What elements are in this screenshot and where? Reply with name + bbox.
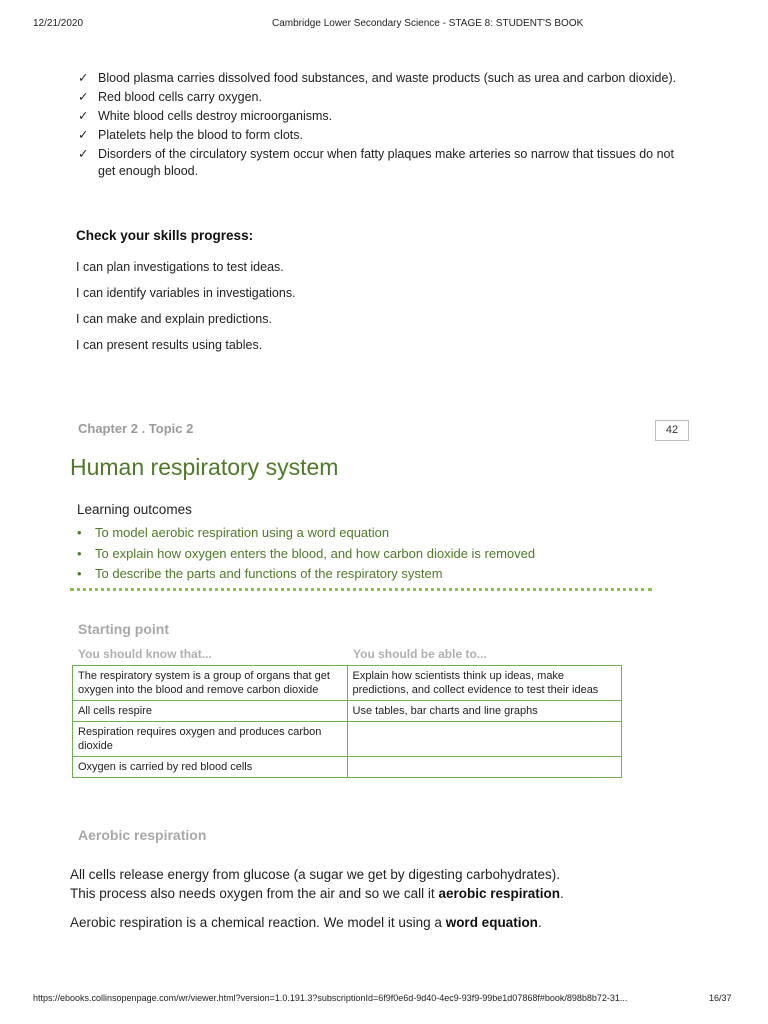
check-icon: ✓ <box>78 109 89 123</box>
outcome-item <box>77 523 535 544</box>
print-book-title: Cambridge Lower Secondary Science - STAGE 8: STUDENT'S BOOK <box>272 18 584 29</box>
checklist-text: Red blood cells carry oxygen. <box>98 90 262 104</box>
skill-item: I can present results using tables. <box>76 338 263 352</box>
learning-outcomes-heading: Learning outcomes <box>77 502 192 517</box>
skill-item: I can plan investigations to test ideas. <box>76 260 284 274</box>
table-row <box>73 666 622 701</box>
table-row <box>73 722 622 757</box>
paragraph-text: This process also needs oxygen from the air and so we call it <box>70 886 439 901</box>
aerobic-paragraph-1 <box>70 865 670 903</box>
topic-title: Human respiratory system <box>70 454 339 480</box>
checklist-item <box>78 108 678 125</box>
paragraph-text: Aerobic respiration is a chemical reaction. We model it using a <box>70 915 446 930</box>
table-cell: Use tables, bar charts and line graphs <box>347 701 622 722</box>
table-cell: Respiration requires oxygen and produces carbon dioxide <box>73 722 348 757</box>
skill-item: I can identify variables in investigations. <box>76 286 296 300</box>
outcome-item <box>77 564 535 585</box>
bullet-icon: • <box>77 525 82 540</box>
print-date: 12/21/2020 <box>33 18 84 29</box>
aerobic-respiration-heading: Aerobic respiration <box>78 827 207 843</box>
learning-outcomes-list <box>77 523 535 585</box>
print-page-count: 16/37 <box>709 993 732 1003</box>
checklist-text: White blood cells destroy microorganisms. <box>98 109 333 123</box>
paragraph-text: . <box>559 886 564 901</box>
dotted-divider <box>70 588 652 591</box>
bullet-icon: • <box>77 545 82 561</box>
outcome-item <box>77 544 535 565</box>
check-icon: ✓ <box>78 128 89 142</box>
starting-point-heading: Starting point <box>78 621 169 637</box>
paragraph-text: . <box>537 915 542 930</box>
chapter-label: Chapter 2 . Topic 2 <box>78 421 194 436</box>
checklist-text: Platelets help the blood to form clots. <box>98 128 303 142</box>
check-icon: ✓ <box>78 90 89 104</box>
outcome-text: To explain how oxygen enters the blood, and how carbon dioxide is removed <box>95 545 536 561</box>
summary-checklist <box>78 70 678 182</box>
outcome-text: To model aerobic respiration using a word equation <box>95 525 390 540</box>
checklist-item <box>78 146 678 180</box>
checklist-text: Blood plasma carries dissolved food substances, and waste products (such as urea and carbon dioxide). <box>98 71 677 85</box>
check-icon: ✓ <box>78 147 89 161</box>
aerobic-paragraph-2 <box>70 913 670 932</box>
checklist-text: Disorders of the circulatory system occur when fatty plaques make arteries so narrow that tissues do not get enough blood. <box>98 147 674 178</box>
table-cell: Explain how scientists think up ideas, make predictions, and collect evidence to test their ideas <box>347 666 622 701</box>
table-cell: The respiratory system is a group of organs that get oxygen into the blood and remove carbon dioxide <box>73 666 348 701</box>
checklist-item <box>78 70 678 87</box>
bullet-icon: • <box>77 566 82 581</box>
skill-item: I can make and explain predictions. <box>76 312 272 326</box>
starting-point-table <box>72 665 622 778</box>
print-url: https://ebooks.collinsopenpage.com/wr/viewer.html?version=1.0.191.3?subscriptionId=6f9f0e6d-9d40-4ec9-93f9-99be1d07868f#book/898b8b72-31... <box>33 993 628 1003</box>
table-row <box>73 757 622 778</box>
key-term: aerobic respiration <box>438 886 560 901</box>
column-header-know: You should know that... <box>78 647 212 661</box>
table-cell <box>347 722 622 757</box>
page-number-badge: 42 <box>655 420 689 441</box>
check-icon: ✓ <box>78 71 89 85</box>
checklist-item <box>78 89 678 106</box>
table-cell: All cells respire <box>73 701 348 722</box>
skills-heading: Check your skills progress: <box>76 228 254 243</box>
checklist-item <box>78 127 678 144</box>
table-cell: Oxygen is carried by red blood cells <box>73 757 348 778</box>
key-term: word equation <box>445 915 538 930</box>
paragraph-text: All cells release energy from glucose (a sugar we get by digesting carbohydrates). <box>70 867 560 882</box>
column-header-able: You should be able to... <box>353 647 487 661</box>
table-cell <box>347 757 622 778</box>
table-row <box>73 701 622 722</box>
outcome-text: To describe the parts and functions of the respiratory system <box>95 566 443 581</box>
